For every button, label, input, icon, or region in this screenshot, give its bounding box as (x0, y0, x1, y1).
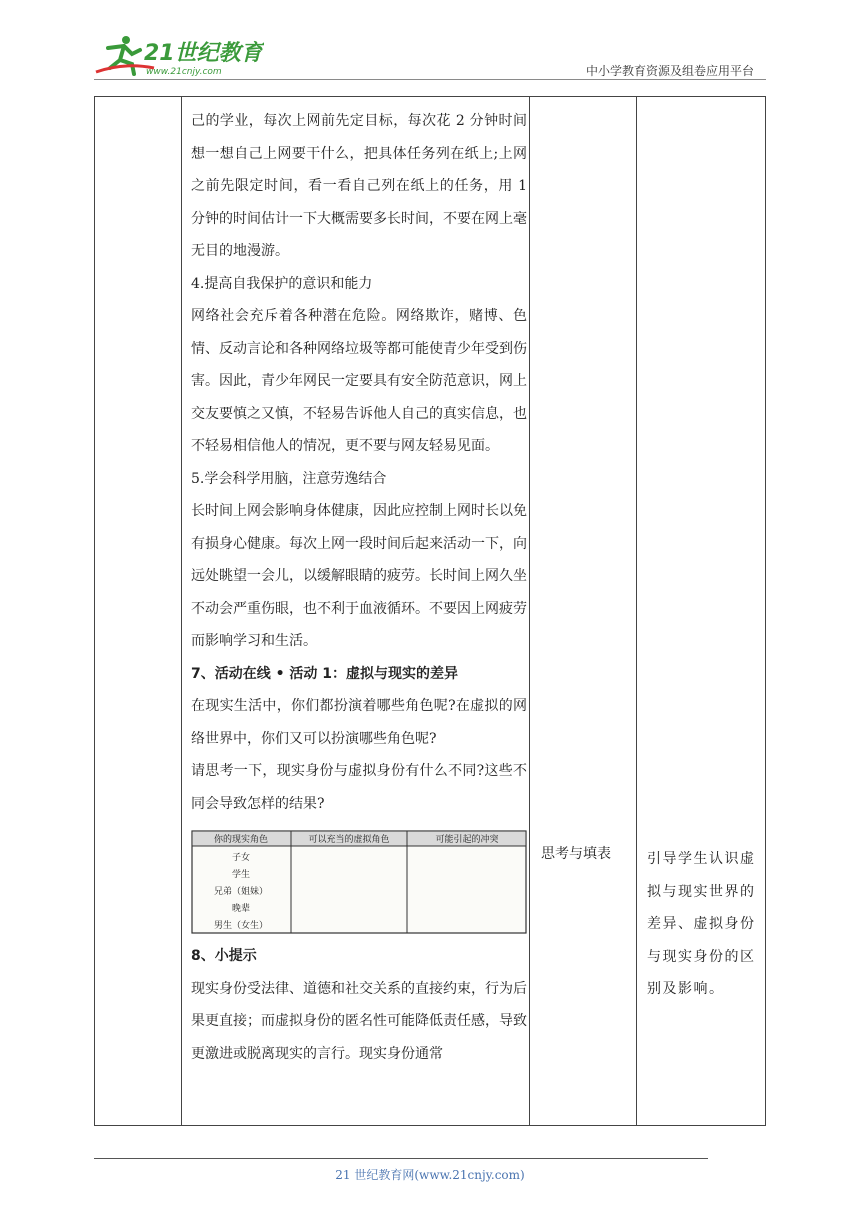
paragraph: 己的学业，每次上网前先定目标，每次花 2 分钟时间想一想自己上网要干什么，把具体任务列在纸上;上网之前先限定时间，看一看自己列在纸上的任务，用 1 分钟的时间估计一下大概需要多长时间，不要在网上毫无目的地漫游。 (191, 113, 527, 259)
header-divider (94, 79, 766, 80)
page-header (94, 28, 766, 80)
paragraph: 请思考一下，现实身份与虚拟身份有什么不同?这些不同会导致怎样的结果? (191, 763, 527, 812)
logo-text: 21世纪教育 (144, 41, 263, 66)
paragraph: 现实身份受法律、道德和社交关系的直接约束，行为后果更直接；而虚拟身份的匿名性可能降低责任感，导致更激进或脱离现实的言行。现实身份通常 (191, 980, 527, 1062)
role-item: 晚辈 (231, 904, 251, 914)
role-item: 男生（女生） (213, 921, 269, 931)
column-divider (636, 97, 637, 1125)
footer-link[interactable]: 21 世纪教育网(www.21cnjy.com) (335, 1168, 525, 1182)
role-table (191, 830, 527, 934)
role-item: 兄弟（姐妹） (213, 887, 269, 897)
column-divider (181, 97, 182, 1125)
paragraph: 网络社会充斥着各种潜在危险。网络欺诈，赌博、色情、反动言论和各种网络垃圾等都可能使青少年受到伤害。因此，青少年网民一定要具有安全防范意识，网上交友要慎之又慎，不轻易告诉他人自己的真实信息，也不轻易相信他人的情况，更不要与网友轻易见面。 (191, 308, 527, 454)
paragraph: 长时间上网会影响身体健康，因此应控制上网时长以免有损身心健康。每次上网一段时间后起来活动一下，向远处眺望一会儿，以缓解眼睛的疲劳。长时间上网久坐不动会严重伤眼，也不利于血液循环。不要因上网疲劳而影响学习和生活。 (191, 503, 527, 649)
logo-url: www.21cnjy.com (146, 67, 222, 77)
role-table-image (191, 830, 527, 934)
role-table-header: 可能引起的冲突 (435, 835, 499, 845)
role-table-header: 你的现实角色 (213, 835, 269, 845)
role-item: 学生 (231, 870, 251, 880)
logo (94, 32, 264, 78)
footer-divider (94, 1158, 708, 1159)
section-heading: 5.学会科学用脑，注意劳逸结合 (191, 470, 387, 487)
role-item: 子女 (231, 853, 251, 863)
lesson-table (94, 96, 766, 1126)
teaching-content-cell (191, 105, 527, 1070)
paragraph: 在现实生活中，你们都扮演着哪些角色呢?在虚拟的网络世界中，你们又可以扮演哪些角色呢? (191, 698, 527, 747)
design-intent-cell: 引导学生认识虚拟与现实世界的差异、虚拟身份与现实身份的区别及影响。 (647, 851, 756, 997)
platform-name: 中小学教育资源及组卷应用平台 (585, 64, 754, 78)
role-table-header: 可以充当的虚拟角色 (308, 835, 390, 845)
tip-heading: 8、小提示 (191, 948, 257, 964)
student-activity-cell: 思考与填表 (541, 846, 611, 862)
section-heading: 4.提高自我保护的意识和能力 (191, 275, 373, 292)
activity-heading: 7、活动在线 • 活动 1：虚拟与现实的差异 (191, 665, 459, 682)
column-divider (529, 97, 530, 1125)
